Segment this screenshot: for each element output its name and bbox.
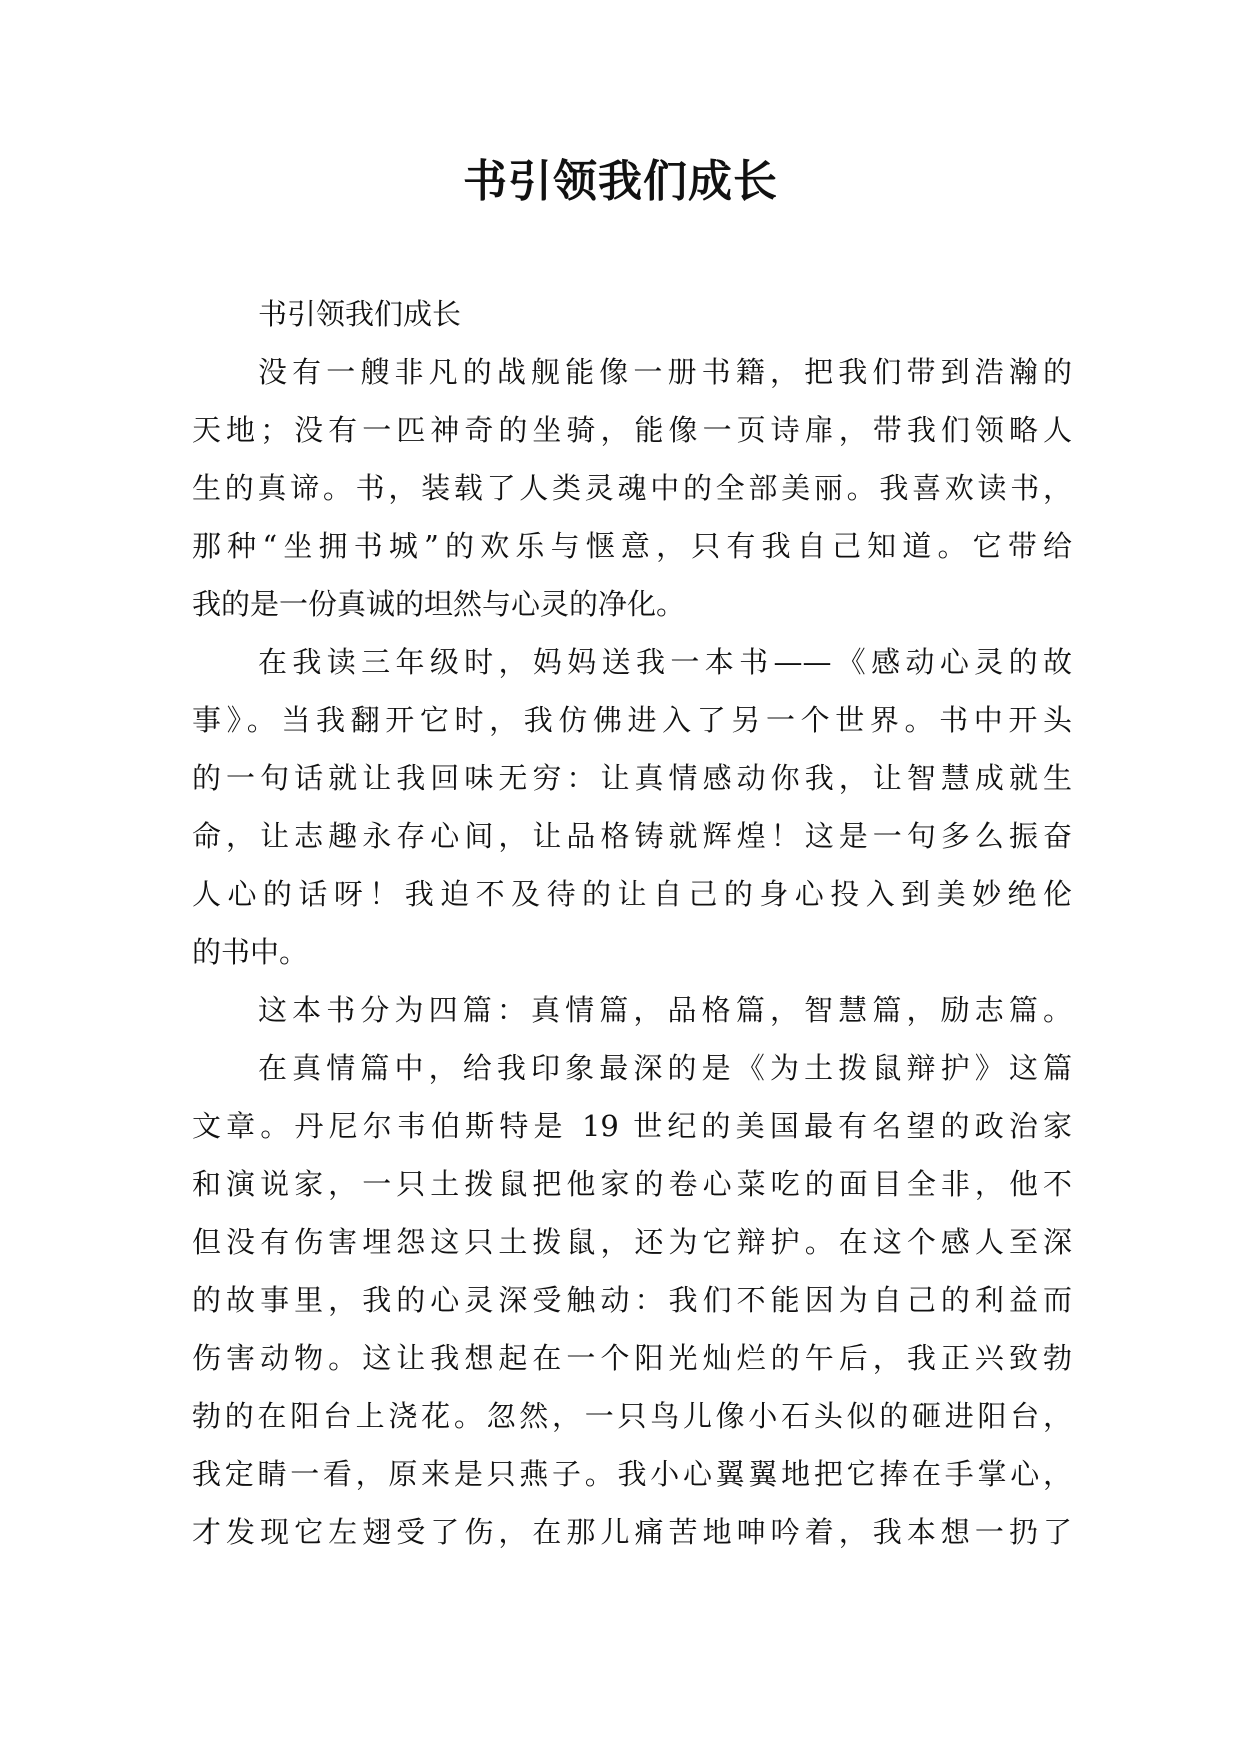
text-line: 的故事里，我的心灵深受触动：我们不能因为自己的利益而 [192,1283,1072,1317]
text-line: 的书中。 [192,935,309,969]
text-line: 命，让志趣永存心间，让品格铸就辉煌！这是一句多么振奋 [192,819,1072,853]
text-line: 人心的话呀！我迫不及待的让自己的身心投入到美妙绝伦 [192,877,1072,911]
document-body [192,285,1072,1561]
text-line: 书引领我们成长 [258,297,462,331]
text-line: 在我读三年级时，妈妈送我一本书——《感动心灵的故 [258,645,1072,679]
text-line: 这本书分为四篇：真情篇，品格篇，智慧篇，励志篇。 [258,993,1072,1027]
text-line: 事》。当我翻开它时，我仿佛进入了另一个世界。书中开头 [192,703,1072,737]
text-line: 天地；没有一匹神奇的坐骑，能像一页诗扉，带我们领略人 [192,413,1072,447]
text-line: 我的是一份真诚的坦然与心灵的净化。 [192,587,686,621]
text-line: 生的真谛。书，装载了人类灵魂中的全部美丽。我喜欢读书， [192,471,1072,505]
text-line: 勃的在阳台上浇花。忽然，一只鸟儿像小石头似的砸进阳台， [192,1399,1072,1433]
document-title: 书引领我们成长 [463,156,778,207]
text-line: 我定睛一看，原来是只燕子。我小心翼翼地把它捧在手掌心， [192,1457,1072,1491]
text-line: 在真情篇中，给我印象最深的是《为土拨鼠辩护》这篇 [258,1051,1072,1085]
text-line: 才发现它左翅受了伤，在那儿痛苦地呻吟着，我本想一扔了 [192,1515,1072,1549]
text-line: 和演说家，一只土拨鼠把他家的卷心菜吃的面目全非，他不 [192,1167,1072,1201]
text-line: 的一句话就让我回味无穷：让真情感动你我，让智慧成就生 [192,761,1072,795]
text-line: 但没有伤害埋怨这只土拨鼠，还为它辩护。在这个感人至深 [192,1225,1072,1259]
text-line: 那种“坐拥书城”的欢乐与惬意，只有我自己知道。它带给 [192,529,1072,563]
text-line: 文章。丹尼尔韦伯斯特是 19 世纪的美国最有名望的政治家 [192,1109,1072,1143]
text-line: 没有一艘非凡的战舰能像一册书籍，把我们带到浩瀚的 [258,355,1072,389]
text-line: 伤害动物。这让我想起在一个阳光灿烂的午后，我正兴致勃 [192,1341,1072,1375]
